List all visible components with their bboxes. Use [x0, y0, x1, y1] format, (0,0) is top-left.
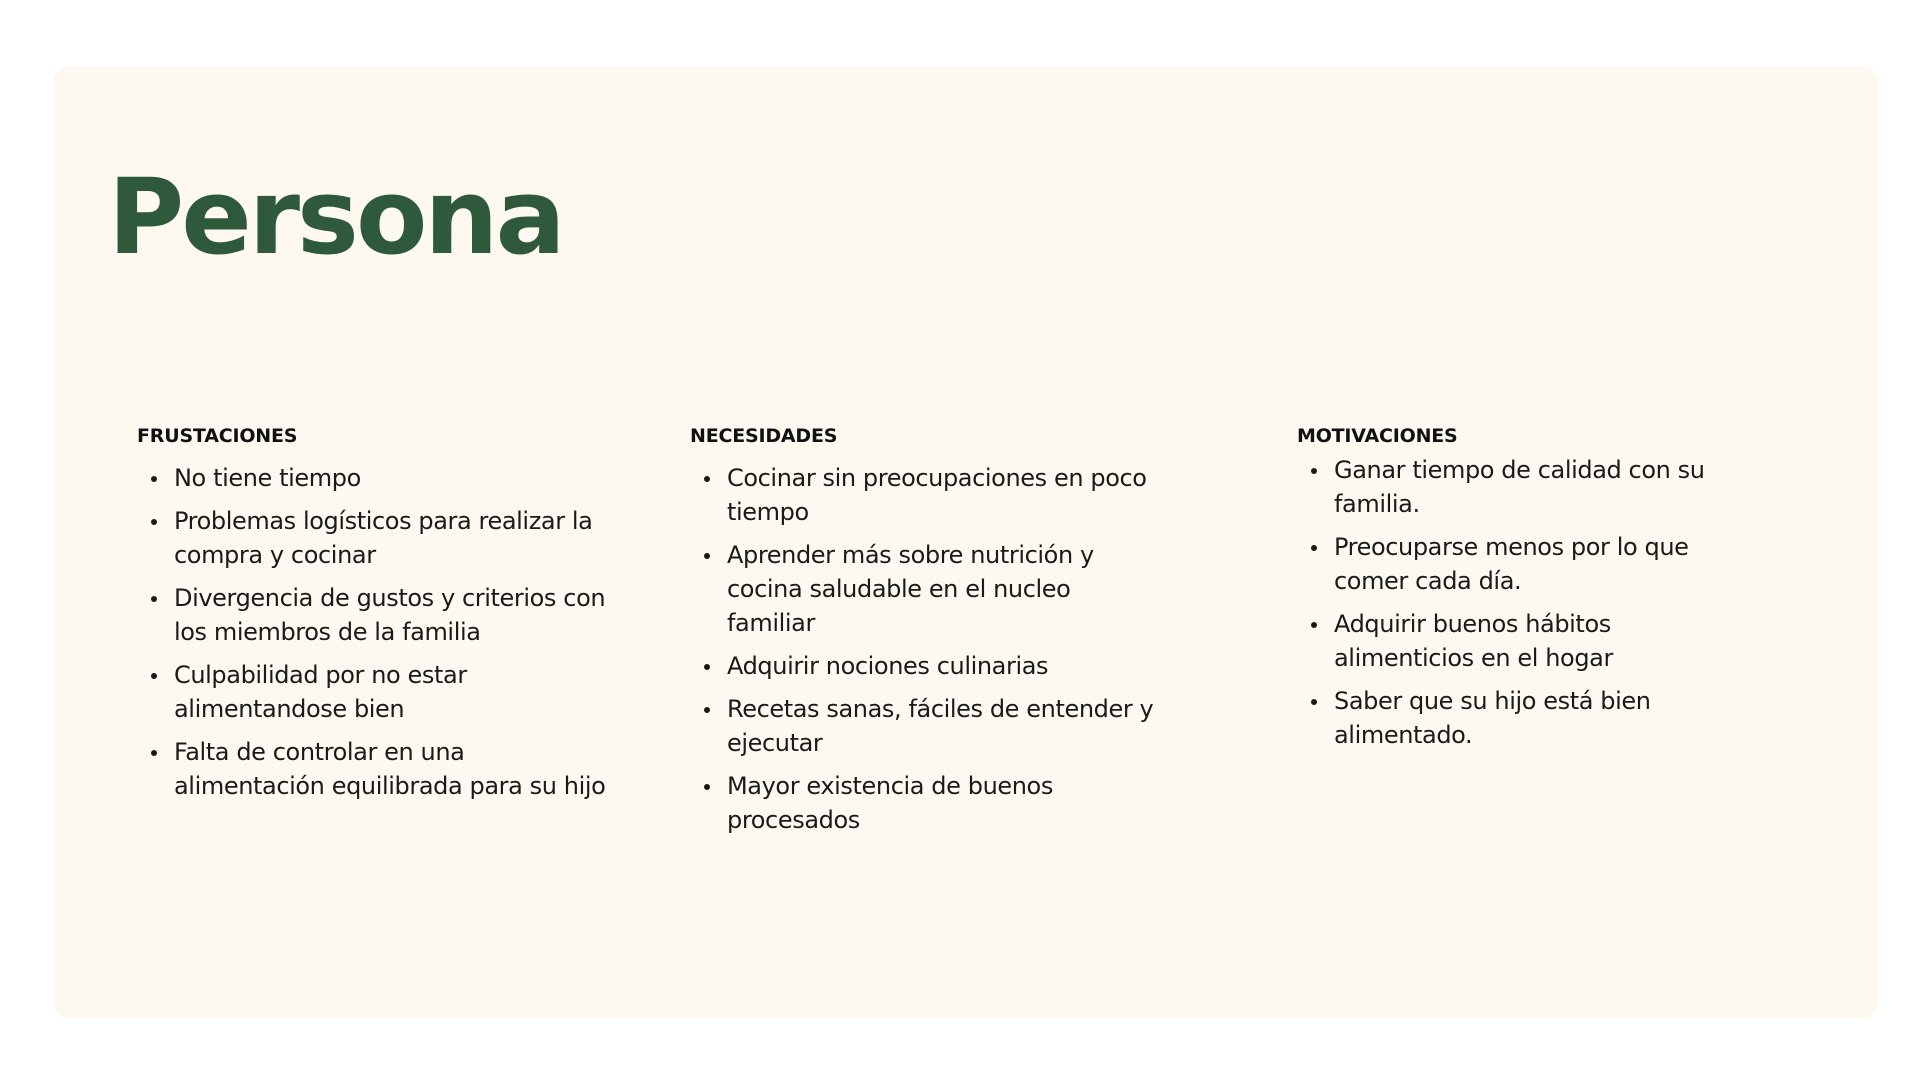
bullet-list [137, 461, 607, 803]
list-item-text: Culpabilidad por no estar alimentandose bien [174, 661, 467, 723]
list-item-text: Falta de controlar en una alimentación equilibrada para su hijo [174, 738, 606, 800]
bullet-icon [704, 553, 710, 559]
bullet-list [1297, 453, 1737, 752]
list-item-text: Aprender más sobre nutrición y cocina saludable en el nucleo familiar [727, 541, 1094, 637]
column-heading: NECESIDADES [690, 425, 838, 447]
list-item [1297, 684, 1737, 752]
bullet-list [690, 461, 1160, 837]
list-item [1297, 607, 1737, 675]
list-item-text: Problemas logísticos para realizar la compra y cocinar [174, 507, 593, 569]
list-item [137, 504, 607, 572]
list-item-text: Adquirir nociones culinarias [727, 652, 1049, 680]
list-item [1297, 530, 1737, 598]
bullet-icon [704, 476, 710, 482]
bullet-icon [151, 673, 157, 679]
column-motivaciones [1297, 425, 1737, 761]
list-item-text: No tiene tiempo [174, 464, 361, 492]
bullet-icon [1311, 468, 1317, 474]
list-item-text: Adquirir buenos hábitos alimenticios en el hogar [1334, 610, 1613, 672]
list-item [137, 581, 607, 649]
list-item-text: Saber que su hijo está bien alimentado. [1334, 687, 1651, 749]
page-title: Persona [108, 156, 563, 278]
list-item [137, 735, 607, 803]
bullet-icon [151, 519, 157, 525]
list-item [137, 461, 607, 495]
list-item [137, 658, 607, 726]
column-heading: MOTIVACIONES [1297, 425, 1458, 447]
bullet-icon [704, 707, 710, 713]
list-item-text: Mayor existencia de buenos procesados [727, 772, 1053, 834]
list-item [690, 769, 1160, 837]
column-heading: FRUSTACIONES [137, 425, 298, 447]
column-necesidades [690, 425, 1160, 846]
bullet-icon [704, 784, 710, 790]
list-item [1297, 453, 1737, 521]
column-frustraciones [137, 425, 607, 812]
list-item-text: Ganar tiempo de calidad con su familia. [1334, 456, 1705, 518]
list-item-text: Divergencia de gustos y criterios con los miembros de la familia [174, 584, 606, 646]
list-item-text: Cocinar sin preocupaciones en poco tiempo [727, 464, 1147, 526]
list-item [690, 649, 1160, 683]
bullet-icon [151, 596, 157, 602]
list-item [690, 692, 1160, 760]
bullet-icon [1311, 699, 1317, 705]
bullet-icon [151, 476, 157, 482]
list-item-text: Recetas sanas, fáciles de entender y ejecutar [727, 695, 1154, 757]
slide-card [53, 67, 1878, 1018]
bullet-icon [151, 750, 157, 756]
bullet-icon [1311, 622, 1317, 628]
list-item-text: Preocuparse menos por lo que comer cada día. [1334, 533, 1689, 595]
bullet-icon [704, 664, 710, 670]
bullet-icon [1311, 545, 1317, 551]
list-item [690, 538, 1160, 640]
list-item [690, 461, 1160, 529]
